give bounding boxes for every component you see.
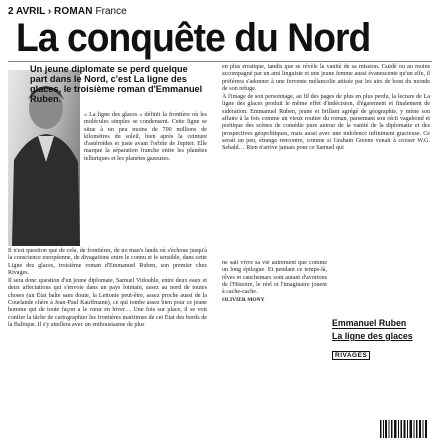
paragraph: Il n'est question que de cela, de frontières, de no man's lands où s'échoue jusqu'à la conscience européenne, de divagations entre le connu et le sensible, dans cette Ligne des glaces, troisième roman d'Emmanuel Ruben, son premier chez Rivages. — [8, 248, 207, 276]
article-column-1 — [84, 112, 207, 164]
paragraph: Il sera donc question d'un jeune diplomate, Samuel Vidouble, entre deux eaux et deux affectations qui s'envoie dans un pays lointain, assez au nord de toutes choses (un État balte sans doute, la Lettonie peut-être, assez proche aussi de la Courlande chère à Jean-Paul Kauffmann), ce qui tombe assez bien pour ce jeune homme qui de toute façon a le cœur en hiver… Une fois sur place, il se voit confier la tâche de cartographier les frontières maritimes de cet État des bords de la Baltique. Il s'y attellera avec un enthousiasme de plus — [8, 278, 207, 328]
kicker-separator: › — [47, 6, 52, 17]
article-column-2 — [222, 64, 430, 154]
article-column-3 — [222, 260, 327, 306]
article-column-1-lower — [8, 248, 207, 330]
kicker-date: 2 AVRIL — [8, 6, 46, 17]
book-author: Emmanuel Ruben — [332, 318, 407, 328]
paragraph: À l'image de son personnage, au fil des pages de plus en plus perdu, la lecture de La ligne des glaces produit le même effet d'indécision, d'égarement et finalement de sidération. Emmanuel Ruben, jeune et brillant agrégé de géographie, y mène son affaire à la fois comme un vieux routier du roman, parsemant son récit vagabond et poétique des scènes de comédie pure autour de la vanité de la diplomatie et des prospectives géopolitiques, mais aussi avec une indolence infiniment gracieuse. Ce serait un peu, étrange rencontre, comme si Graham Greene venait à croiser W.G. Sebald… Rien n'arrive jamais pour ce Samuel qui — [222, 94, 430, 152]
book-info-box — [332, 318, 432, 362]
header-rule — [8, 61, 432, 62]
kicker-subsection: France — [95, 6, 127, 17]
paragraph: ne sait vivre sa vie autrement que comme un long épilogue. Et pendant ce temps-là, rêves et cauchemars sont autant d'avortons de l'Histoire, le réel et l'imaginaire jouent à cache-cache. — [222, 260, 327, 296]
kicker-section: ROMAN — [53, 6, 93, 17]
paragraph: en plus erratique, tandis que se révèle la vanité de sa mission. Guidé ou au moins accompagné par un ami linguiste et une jeune femme aussi évanescente qu'un elfe, il préférera s'adonner à une fervente mélancolie attisée par les airs de bout du monde de son refuge. — [222, 64, 430, 92]
signature: OLIVIER MONY — [222, 297, 265, 304]
paragraph: « La ligne des glaces » définit la frontière où les molécules simples se condensent. Cette ligne se situe à un peu moins de 700 millions de kilomètres du soleil, bien après la ceinture d'astéroïdes et juste avant l'orbite de Jupiter. Elle marque la séparation franche entre les planètes telluriques et les planètes gazeuses. — [84, 112, 207, 162]
book-title: La ligne des glaces — [332, 331, 413, 341]
headline: La conquête du Nord — [16, 16, 371, 60]
book-publisher: RIVAGES — [332, 351, 370, 360]
barcode-icon — [380, 420, 428, 442]
standfirst: Un jeune diplomate se perd quelque part dans le Nord, c'est La ligne des glaces, le troisième roman d'Emmanuel Ruben. — [30, 64, 203, 104]
